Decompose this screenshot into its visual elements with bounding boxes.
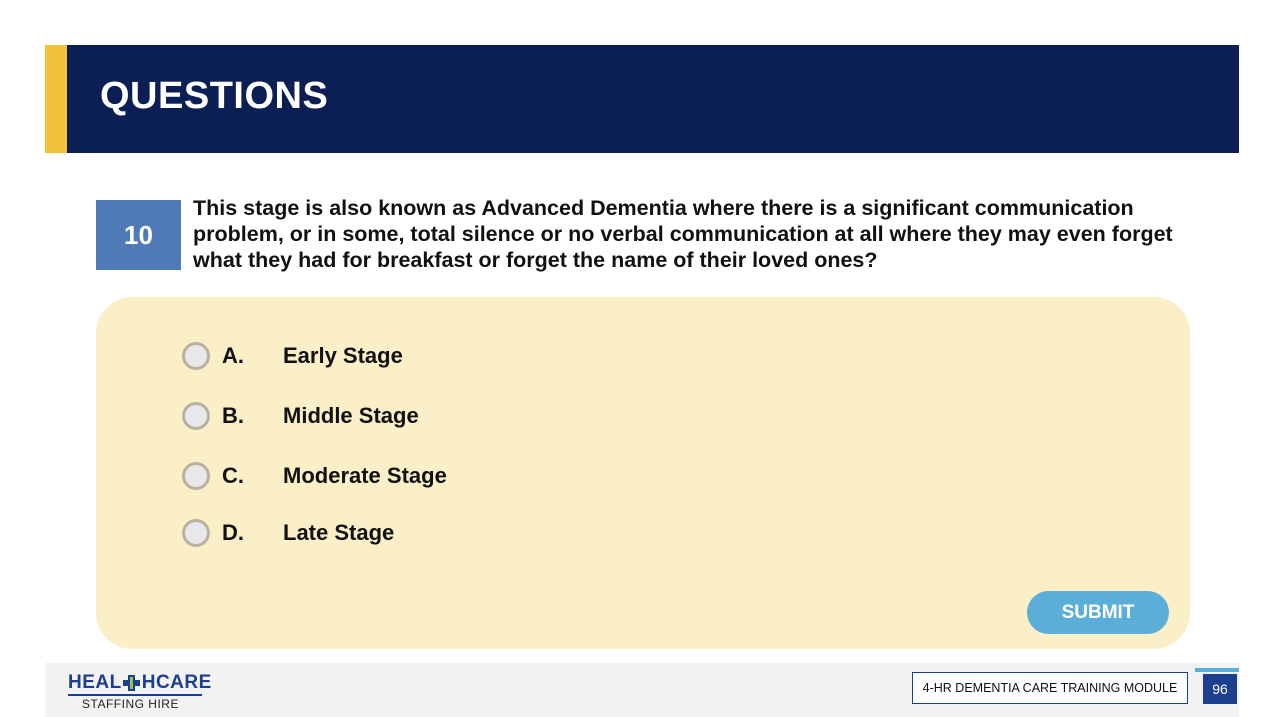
company-logo	[68, 672, 212, 712]
option-a[interactable]	[182, 339, 403, 373]
header-accent-bar	[45, 45, 67, 153]
logo-underline	[68, 694, 202, 696]
radio-button-a[interactable]	[182, 342, 210, 370]
logo-text-left: HEAL	[68, 672, 122, 693]
page-number: 96	[1203, 674, 1237, 704]
answer-panel	[96, 297, 1190, 649]
logo-subtitle: STAFFING HIRE	[82, 697, 179, 711]
submit-button[interactable]: SUBMIT	[1027, 591, 1169, 634]
logo-text-right: HCARE	[141, 672, 212, 693]
page-title: QUESTIONS	[100, 75, 329, 117]
option-b-label: Middle Stage	[283, 403, 419, 428]
logo-wordmark	[68, 672, 212, 694]
option-a-label: Early Stage	[283, 343, 403, 368]
option-b-letter: B.	[222, 403, 244, 428]
radio-button-b[interactable]	[182, 402, 210, 430]
option-c[interactable]	[182, 459, 447, 493]
option-c-label: Moderate Stage	[283, 463, 447, 488]
option-c-letter: C.	[222, 463, 244, 488]
question-text: This stage is also known as Advanced Dementia where there is a significant communication problem, or in some, total silence or no verbal communication at all where they may even forget what they had for breakfast or forget the name of their loved ones?	[193, 196, 1173, 272]
radio-button-c[interactable]	[182, 462, 210, 490]
option-d[interactable]	[182, 516, 395, 550]
option-d-letter: D.	[222, 520, 244, 545]
option-b[interactable]	[182, 399, 419, 433]
question-number-badge: 10	[96, 200, 181, 270]
module-title-label: 4-HR DEMENTIA CARE TRAINING MODULE	[912, 672, 1188, 704]
option-d-label: Late Stage	[283, 520, 395, 545]
page-number-accent	[1195, 668, 1239, 672]
option-a-letter: A.	[222, 343, 244, 368]
medical-cross-icon	[123, 675, 141, 691]
radio-button-d[interactable]	[182, 519, 210, 547]
